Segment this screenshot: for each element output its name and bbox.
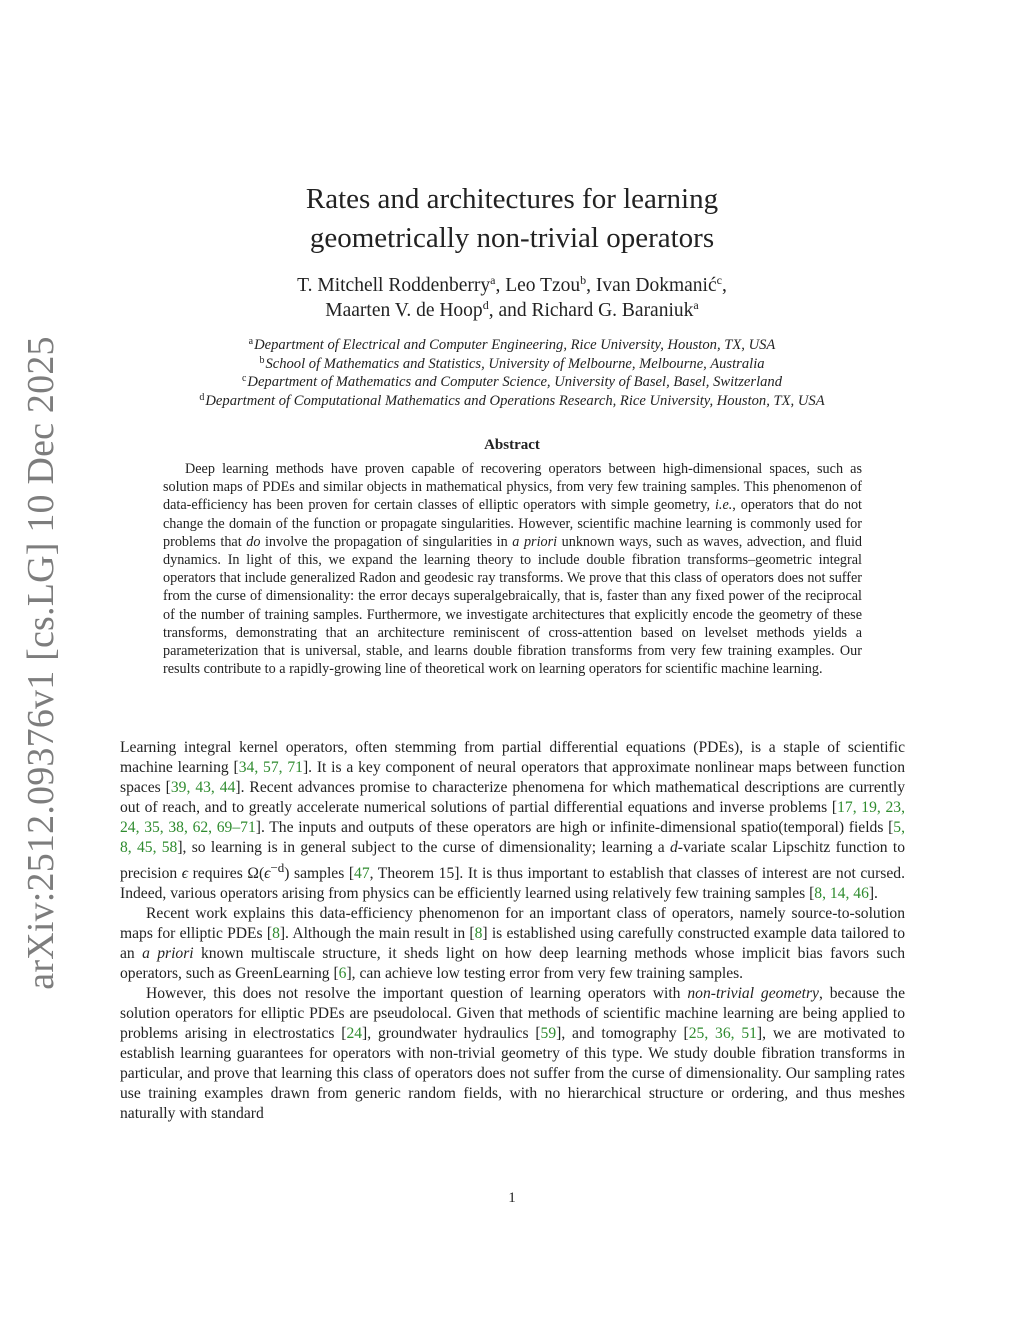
author-affil-mark: c — [716, 273, 722, 287]
citation-link[interactable]: 24 — [346, 1025, 363, 1043]
author-name: Leo Tzou — [505, 275, 581, 296]
author-name: Ivan Dokmanić — [595, 275, 717, 296]
citation-link[interactable]: 6 — [338, 965, 347, 983]
author-affil-mark: a — [693, 298, 699, 312]
body-paragraph-3: However, this does not resolve the important question of learning operators with non-trivial geometry, because the solution operators for elliptic PDEs are pseudolocal. Given that methods of scientific machine learning are being applied to problems arising in electrostatics [24], groundwater hydraulics [59], and tomography [25, 36, 51], we are motivated to establish learning guarantees for operators with non-trivial geometry of this type. We study double fibration transforms in particular, and prove that learning this class of operators does not suffer from the curse of dimensionality. Our sampling rates use training examples drawn from generic random fields, with no hierarchical structure or ordering, and thus meshes naturally with standard — [120, 985, 906, 1123]
author-affil-mark: a — [490, 273, 496, 287]
abstract-body: Deep learning methods have proven capable of recovering operators between high-dimensional spaces, such as solution maps of PDEs and similar objects in mathematical physics, from very few training samples. This phenomenon of data-efficiency has been proven for certain classes of elliptic operators with simple geometry, i.e., operators that do not change the domain of the function or propagate singularities. However, scientific machine learning is commonly used for problems that do involve the propagation of singularities in a priori unknown ways, such as waves, advection, and fluid dynamics. In light of this, we expand the learning theory to include double fibration transforms–geometric integral operators that include generalized Radon and geodesic ray transforms. We prove that this class of operators does not suffer from the curse of dimensionality: the error decays superalgebraically, that is, faster than any fixed power of the reciprocal of the number of training samples. Furthermore, we investigate architectures that explicitly encode the geometry of these transforms, demonstrating that an architecture reminiscent of cross-attention based on levelset methods yields a parameterization that is universal, stable, and learns double fibration transforms from very few training examples. Our results contribute to a rapidly-growing line of theoretical work on learning operators for scientific machine learning. — [163, 461, 862, 678]
body-paragraph-2: Recent work explains this data-efficiency phenomenon for an important class of operators, namely source-to-solution maps for elliptic PDEs [8]. Although the main result in [8] is established using carefully constructed example data tailored to an a priori known multiscale structure, it sheds light on how deep learning methods whose implicit bias favors such operators, such as GreenLearning [6], can achieve low testing error from very few training samples. — [120, 905, 906, 983]
affiliation-item: $^d$Department of Computational Mathematics and Operations Research, Rice University, Houston, TX, USA — [199, 391, 825, 409]
author-line-1: T. Mitchell Roddenberry$^a$, Leo Tzou$^b$, Ivan Dokmanić$^c$, — [297, 273, 727, 296]
citation-link[interactable]: 59 — [540, 1025, 557, 1043]
paper-title — [0, 180, 1024, 258]
author-affil-mark: d — [482, 298, 489, 312]
title-line-2: geometrically non-trivial operators — [309, 222, 715, 254]
author-list — [0, 273, 1024, 323]
citation-link[interactable]: 39, 43, 44 — [170, 779, 236, 796]
affiliation-list — [0, 336, 1024, 410]
citation-link[interactable]: 17, 19, 23, 24, 35, 38, 62, 69–71 — [120, 799, 905, 836]
affiliation-item: $^b$School of Mathematics and Statistics, University of Melbourne, Melbourne, Australia — [259, 354, 765, 372]
main-body — [120, 738, 905, 1124]
citation-link[interactable]: 25, 36, 51 — [688, 1025, 757, 1043]
author-name: Maarten V. de Hoop — [325, 300, 483, 321]
affiliation-item: $^a$Department of Electrical and Computer Engineering, Rice University, Houston, TX, USA — [248, 336, 776, 353]
body-paragraph-1: Learning integral kernel operators, often stemming from partial differential equations (PDEs), is a staple of scientific machine learning [34, 57, 71]. It is a key component of neural operators that approximate nonlinear maps between function spaces [39, 43, 44]. Recent advances promise to characterize phenomena for which mathematical descriptions are currently out of reach, and to greatly accelerate numerical solutions of partial differential equations and inverse problems [17, 19, 23, 24, 35, 38, 62, 69–71]. The inputs and outputs of these operators are high or infinite-dimensional spatio(temporal) fields [5, 8, 45, 58], so learning is in general subject to the curse of dimensionality; learning a d-variate scalar Lipschitz function to precision ϵ requires $\Omega(\epsilon^{-d})$ samples [47, Theorem 15]. It is thus important to establish that classes of interest are not cursed. Indeed, various operators arising from physics can be efficiently learned using relatively few training samples [8, 14, 46]. — [120, 739, 906, 903]
citation-link[interactable]: 34, 57, 71 — [238, 759, 303, 776]
arxiv-identifier-stamp — [10, 336, 72, 990]
citation-link[interactable]: 5, 8, 45, 58 — [120, 819, 905, 856]
arxiv-stamp-text: arXiv:2512.09376v1 [cs.LG] 10 Dec 2025 — [20, 336, 62, 990]
author-line-2: Maarten V. de Hoop$^d$, and Richard G. Baraniuk$^a$ — [325, 298, 699, 321]
citation-link[interactable]: 8, 14, 46 — [814, 885, 869, 903]
title-line-1: Rates and architectures for learning — [305, 183, 719, 215]
citation-link[interactable]: 8 — [474, 925, 483, 943]
page-number: 1 — [508, 1190, 516, 1206]
author-name: T. Mitchell Roddenberry — [297, 275, 491, 296]
affiliation-item: $^c$Department of Mathematics and Computer Science, University of Basel, Basel, Switzerland — [241, 373, 783, 390]
author-affil-mark: b — [580, 273, 587, 287]
citation-link[interactable]: 47 — [354, 865, 370, 883]
abstract-heading: Abstract — [484, 437, 540, 453]
author-name: Richard G. Baraniuk — [531, 300, 694, 321]
citation-link[interactable]: 8 — [272, 925, 280, 943]
